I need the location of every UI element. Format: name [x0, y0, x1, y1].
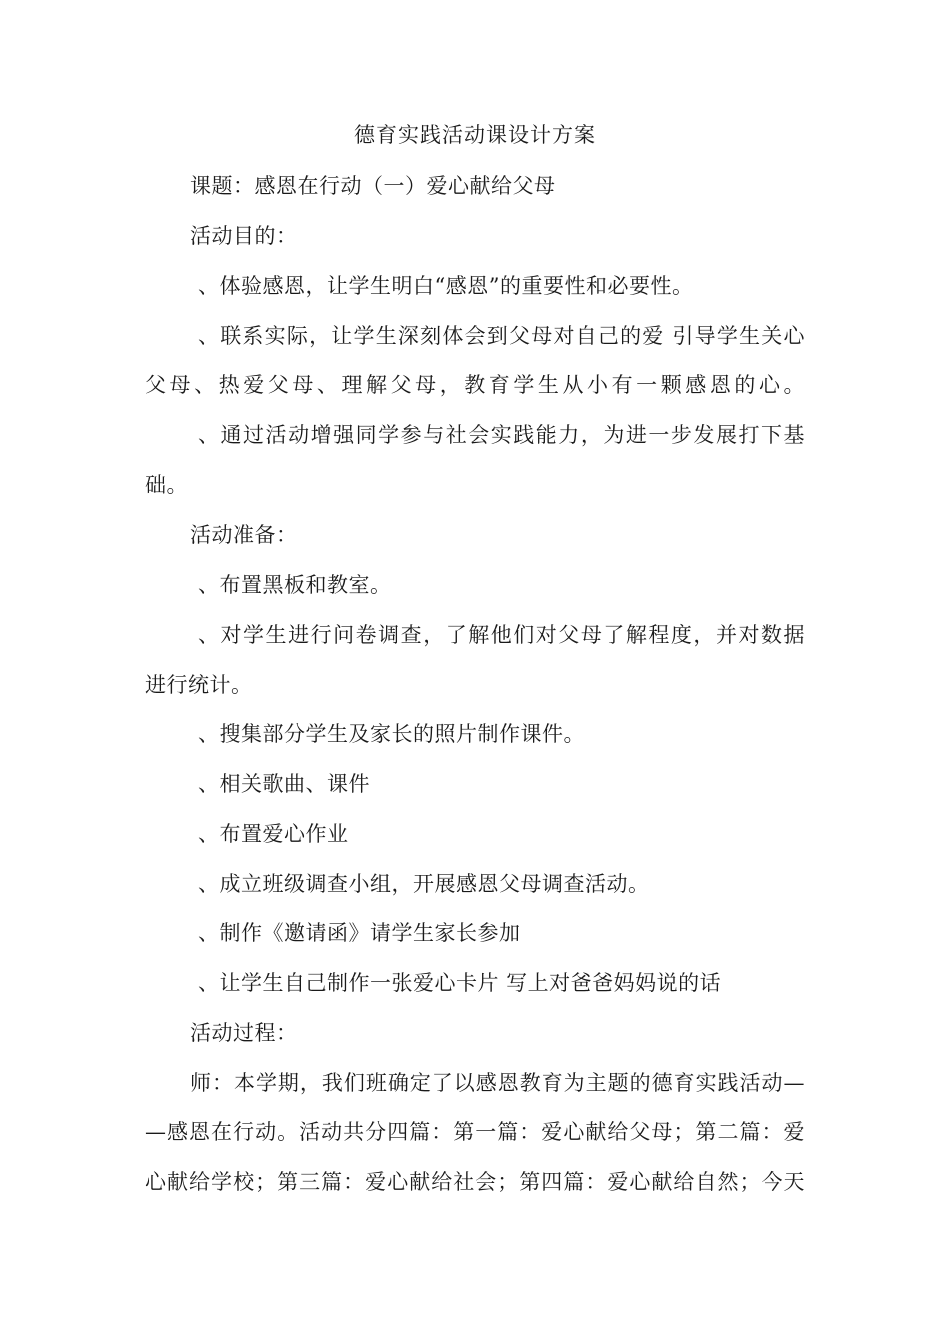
prep-heading: 活动准备： — [190, 523, 298, 547]
prep-item-6: 、成立班级调查小组，开展感恩父母调查活动。 — [198, 872, 650, 896]
document-title: 德育实践活动课设计方案 — [354, 123, 596, 147]
process-paragraph-line-1: 师：本学期，我们班确定了以感恩教育为主题的德育实践活动— — [190, 1071, 805, 1095]
goal-item-2: 、联系实际，让学生深刻体会到父母对自己的爱 引导学生关心 — [198, 324, 805, 348]
prep-item-4: 、相关歌曲、课件 — [198, 772, 370, 796]
goals-heading: 活动目的： — [190, 224, 298, 248]
goal-item-3-continued: 础。 — [145, 473, 188, 497]
prep-item-2-continued: 进行统计。 — [145, 673, 253, 697]
prep-item-5: 、布置爱心作业 — [198, 822, 349, 846]
prep-item-3: 、搜集部分学生及家长的照片制作课件。 — [198, 722, 585, 746]
process-paragraph-line-2: —感恩在行动。活动共分四篇：第一篇：爱心献给父母；第二篇：爱 — [145, 1120, 805, 1144]
goal-item-2-continued: 父母、热爱父母、理解父母，教育学生从小有一颗感恩的心。 — [145, 373, 805, 397]
goal-item-3: 、通过活动增强同学参与社会实践能力，为进一步发展打下基 — [198, 423, 805, 447]
process-paragraph-line-3: 心献给学校；第三篇：爱心献给社会；第四篇：爱心献给自然；今天 — [145, 1170, 805, 1194]
process-heading: 活动过程： — [190, 1021, 298, 1045]
goal-item-1: 、体验感恩，让学生明白“感恩”的重要性和必要性。 — [198, 274, 694, 298]
prep-item-7: 、制作《邀请函》请学生家长参加 — [198, 921, 521, 945]
prep-item-8: 、让学生自己制作一张爱心卡片 写上对爸爸妈妈说的话 — [198, 971, 722, 995]
prep-item-2: 、对学生进行问卷调查，了解他们对父母了解程度，并对数据 — [198, 623, 805, 647]
prep-item-1: 、布置黑板和教室。 — [198, 573, 392, 597]
topic-line: 课题：感恩在行动（一）爱心献给父母 — [190, 174, 556, 198]
